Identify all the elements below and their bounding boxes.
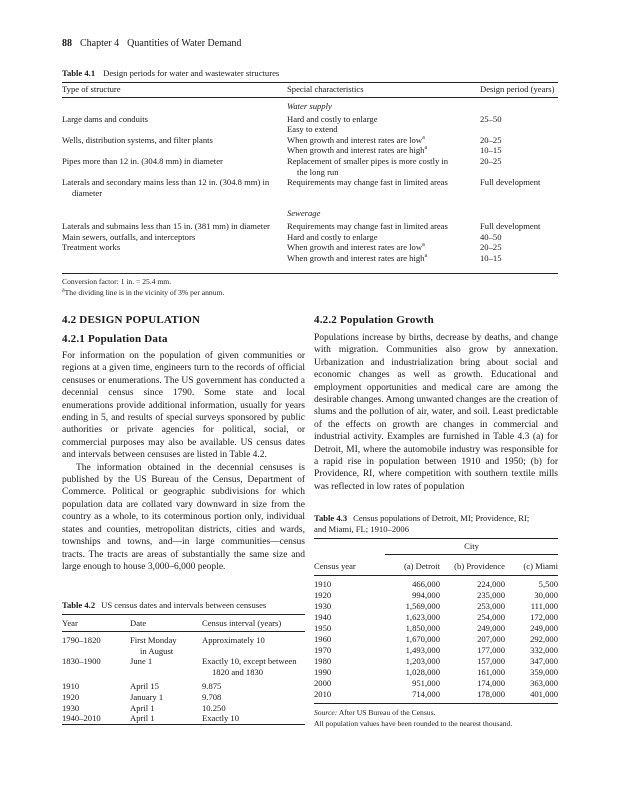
- table-4-2-cell-interval: Exactly 10, except between: [202, 656, 297, 667]
- table-4-3-cell-detroit: 1,569,000: [405, 601, 440, 611]
- table-4-1-cell-type: Treatment works: [62, 242, 121, 253]
- table-4-2-cell-interval: Exactly 10: [202, 713, 239, 724]
- table-4-2-cell-date: April 15: [130, 681, 159, 692]
- table-4-1-cell-type: Large dams and conduits: [62, 113, 148, 124]
- chapter-label: Chapter 4: [80, 38, 120, 49]
- table-4-2-col-interval: Census interval (years): [202, 618, 282, 628]
- table-4-1-cell-period: 40–50: [480, 231, 502, 242]
- table-4-1-cell-period: 10–15: [480, 145, 502, 156]
- table-4-3-cell-providence: 254,000: [477, 612, 505, 622]
- table-4-1-cell-type: Main sewers, outfalls, and interceptors: [62, 231, 196, 242]
- table-4-2-col-year: Year: [62, 618, 78, 628]
- table-4-2-col-date: Date: [130, 618, 147, 628]
- table-4-1-col-type: Type of structure: [62, 84, 121, 94]
- table-4-3-cell-miami: 30,000: [534, 590, 558, 600]
- table-4-1-footnote-conversion: Conversion factor: 1 in. = 25.4 mm.: [62, 277, 172, 286]
- table-4-2-cell-date: April 1: [130, 713, 155, 724]
- table-4-3-col-year: Census year: [314, 561, 356, 571]
- table-4-2-bottom-rule: [62, 724, 305, 725]
- table-4-3-cell-providence: 174,000: [477, 678, 505, 688]
- table-4-3-col-providence: (b) Providence: [454, 561, 505, 571]
- table-4-3-cell-providence: 207,000: [477, 634, 505, 644]
- table-4-3-cell-year: 1910: [314, 579, 332, 589]
- table-4-3-spanner-rule: [385, 554, 558, 555]
- table-4-3-cell-miami: 172,000: [530, 612, 558, 622]
- table-4-3-cell-detroit: 994,000: [412, 590, 440, 600]
- table-4-3-cell-year: 1960: [314, 634, 332, 644]
- table-4-1-cell-type: Pipes more than 12 in. (304.8 mm) in diameter: [62, 156, 223, 166]
- table-4-3-cell-detroit: 1,028,000: [405, 667, 440, 677]
- table-4-2-caption: [62, 600, 266, 611]
- table-4-3-col-miami: (c) Miami: [523, 561, 558, 571]
- table-4-3-cell-miami: 249,000: [530, 623, 558, 633]
- table-4-3-cell-providence: 235,000: [477, 590, 505, 600]
- table-4-1-cell-period: 20–25: [480, 156, 502, 166]
- table-4-2-title: US census dates and intervals between censuses: [101, 600, 267, 610]
- table-4-3-cell-year: 1950: [314, 623, 332, 633]
- table-4-3-cell-miami: 332,000: [530, 645, 558, 655]
- table-4-1-cell-type: Laterals and submains less than 15 in. (381 mm) in diameter: [62, 221, 270, 231]
- table-4-3-cell-year: 2000: [314, 678, 332, 688]
- table-4-1-cell-char: Replacement of smaller pipes is more costly in: [287, 156, 449, 166]
- table-4-2-cell-interval: 9.875: [202, 681, 222, 692]
- table-4-1-section-label: Water supply: [287, 101, 332, 111]
- table-4-3-cell-miami: 363,000: [530, 678, 558, 688]
- table-4-1-cell-period: 20–25: [480, 134, 502, 145]
- page-number: 88: [62, 38, 72, 49]
- paragraph: The information obtained in the decennial censuses is published by the US Bureau of the Census, Department of Commerce. Political or geographic subdivisions for which population data are collated vary downward in size from the country as a whole, to its coterminous portion only, individual states and counties, metropolitan districts, cities and wards, townships and towns, and—in large communities—census tracts. The tracts are areas of substantially the same size and large enough to house 3,000–6,000 people.: [62, 462, 305, 572]
- table-4-3-cell-year: 1930: [314, 601, 332, 611]
- table-4-3-cell-detroit: 1,203,000: [405, 656, 440, 666]
- table-4-3-cell-year: 1920: [314, 590, 332, 600]
- table-4-3-cell-providence: 161,000: [477, 667, 505, 677]
- table-4-3-cell-providence: 249,000: [477, 623, 505, 633]
- table-4-2-cell-interval: Approximately 10: [202, 635, 265, 645]
- table-4-2-label: Table 4.2: [62, 600, 96, 610]
- table-4-3-bottom-rule: [314, 703, 558, 704]
- table-4-1-top-rule: [62, 82, 558, 83]
- table-4-2-cell-date: January 1: [130, 692, 164, 702]
- table-4-3-spanner-city: City: [464, 541, 479, 551]
- table-4-2-top-rule: [62, 614, 305, 615]
- table-4-2-cell-date: in August: [140, 645, 174, 656]
- table-4-2-cell-date: June 1: [130, 656, 153, 667]
- table-4-3-cell-miami: 111,000: [530, 601, 558, 611]
- table-4-1-section-label: Sewerage: [287, 208, 321, 219]
- table-4-3-cell-year: 1970: [314, 645, 332, 655]
- table-4-3-cell-detroit: 1,670,000: [405, 634, 440, 644]
- table-4-3-title-line1: Census populations of Detroit, MI; Providence, RI;: [353, 513, 530, 523]
- table-4-3-cell-detroit: 1,493,000: [405, 645, 440, 655]
- table-4-2-cell-date: April 1: [130, 702, 155, 713]
- table-4-3-cell-miami: 359,000: [530, 667, 558, 677]
- table-4-1-cell-type: diameter: [72, 187, 103, 198]
- table-4-1-col-char: Special characteristics: [287, 84, 364, 94]
- table-4-3-note: All population values have been rounded to the nearest thousand.: [314, 719, 513, 728]
- table-4-3-cell-detroit: 1,623,000: [405, 612, 440, 622]
- table-4-1-cell-period: Full development: [480, 177, 541, 188]
- table-4-3-cell-detroit: 714,000: [412, 689, 440, 699]
- table-4-3-cell-year: 2010: [314, 689, 332, 699]
- table-4-1-cell-char: When growth and interest rates are high$^a$: [287, 145, 428, 156]
- table-4-1-cell-type: Laterals and secondary mains less than 12 in. (304.8 mm) in: [62, 177, 270, 188]
- table-4-2-cell-year: 1910: [62, 681, 80, 692]
- table-4-3-cell-detroit: 951,000: [412, 678, 440, 688]
- table-4-3-cell-year: 1980: [314, 656, 332, 666]
- table-4-1-col-period: Design period (years): [480, 84, 555, 94]
- table-4-1-header-rule: [62, 97, 558, 98]
- table-4-3-cell-miami: 292,000: [530, 634, 558, 644]
- table-4-1-cell-char: Hard and costly to enlarge: [287, 113, 378, 124]
- chapter-title: Quantities of Water Demand: [127, 38, 242, 49]
- table-4-3-cell-providence: 177,000: [477, 645, 505, 655]
- population-data-text: [62, 350, 305, 573]
- population-growth-text: [314, 332, 558, 493]
- table-4-3-cell-providence: 253,000: [477, 601, 505, 611]
- table-4-3-cell-year: 1990: [314, 667, 332, 677]
- table-4-3-cell-year: 1940: [314, 612, 332, 622]
- table-4-3-cell-detroit: 466,000: [412, 579, 440, 589]
- table-4-1-cell-char: Requirements may change fast in limited areas: [287, 177, 448, 188]
- table-4-3-cell-miami: 401,000: [530, 689, 558, 699]
- table-4-1-cell-period: 25–50: [480, 113, 502, 124]
- table-4-2-cell-interval: 10.250: [202, 702, 226, 713]
- table-4-1-bottom-rule: [62, 273, 558, 274]
- table-4-3-cell-detroit: 1,850,000: [405, 623, 440, 633]
- table-4-1-footnote-a: $^a$The dividing line is in the vicinity of 3% per annum.: [62, 287, 225, 297]
- table-4-2-cell-year: 1920: [62, 692, 80, 702]
- paragraph: Populations increase by births, decrease by deaths, and change with migration. Communities also grow by annexation. Urbanization and industrialization bring about social and economic changes as well as growth. Educational and employment opportunities and medical care are among the desirable changes. Among unwanted changes are the creation of slums and the pollution of air, water, and soil. Least predictable of the effects on growth are changes in commercial and industrial activity. Examples are furnished in Table 4.3 (a) for Detroit, MI, where the automobile industry was responsible for a rapid rise in population between 1910 and 1950; (b) for Providence, RI, where competition with southern textile mills was reflected in low rates of population: [314, 333, 558, 492]
- table-4-2-cell-interval: 9.708: [202, 692, 222, 702]
- table-4-1-cell-char: Hard and costly to enlarge: [287, 231, 378, 242]
- table-4-3-cell-providence: 224,000: [477, 579, 505, 589]
- table-4-1-cell-char: When growth and interest rates are high$^a$: [287, 252, 428, 263]
- running-header: [62, 38, 241, 49]
- table-4-2-cell-year: 1930: [62, 702, 80, 713]
- table-4-3-cell-miami: 5,500: [538, 579, 558, 589]
- table-4-2-cell-year: 1830–1900: [62, 656, 101, 667]
- table-4-3-col-detroit: (a) Detroit: [403, 561, 440, 571]
- table-4-3-cell-providence: 157,000: [477, 656, 505, 666]
- table-4-1-caption: [62, 68, 279, 78]
- table-4-3-label: Table 4.3: [314, 513, 348, 523]
- table-4-1-cell-period: Full development: [480, 221, 541, 231]
- table-4-3-top-rule: [314, 538, 558, 539]
- paragraph: For information on the population of given communities or regions at a given time, engineers turn to the records of official censuses or enumerations. The US government has conducted a decennial census since 1790. Some state and local enumerations provide additional information, usually for years ending in 5, and results of special surveys sponsored by public authorities or private agencies for political, social, or commercial purposes may also be available. US census dates and intervals between censuses are listed in Table 4.2.: [62, 351, 305, 461]
- table-4-3-header-rule: [314, 575, 558, 576]
- table-4-3-source: Source: After US Bureau of the Census.: [314, 708, 436, 717]
- table-4-1-cell-period: 20–25: [480, 242, 502, 253]
- table-4-1-cell-char: Easy to extend: [287, 124, 338, 135]
- table-4-3-caption: [314, 513, 558, 534]
- table-4-1-cell-char: the long run: [297, 166, 339, 177]
- subsection-4-2-1-heading: 4.2.1 Population Data: [62, 333, 168, 345]
- table-4-2-cell-year: 1940–2010: [62, 713, 101, 724]
- table-4-1-cell-period: 10–15: [480, 252, 502, 263]
- table-4-1-cell-char: Requirements may change fast in limited areas: [287, 221, 448, 231]
- section-heading: 4.2 DESIGN POPULATION: [62, 314, 201, 326]
- table-4-1-cell-char: When growth and interest rates are low$^a$: [287, 134, 425, 145]
- table-4-1-title: Design periods for water and wastewater structures: [103, 68, 280, 78]
- table-4-2-header-rule: [62, 631, 305, 632]
- table-4-1-cell-type: Wells, distribution systems, and filter plants: [62, 134, 213, 145]
- table-4-3-cell-miami: 347,000: [530, 656, 558, 666]
- table-4-2-cell-interval: 1820 and 1830: [212, 666, 264, 677]
- subsection-4-2-2-heading: 4.2.2 Population Growth: [314, 314, 434, 326]
- table-4-1-cell-char: When growth and interest rates are low$^a$: [287, 242, 425, 253]
- table-4-2-cell-year: 1790–1820: [62, 635, 101, 645]
- table-4-1-label: Table 4.1: [62, 68, 96, 78]
- table-4-3-cell-providence: 178,000: [477, 689, 505, 699]
- table-4-2-cell-date: First Monday: [130, 635, 177, 645]
- table-4-3-title-line2: and Miami, FL; 1910–2006: [314, 523, 410, 534]
